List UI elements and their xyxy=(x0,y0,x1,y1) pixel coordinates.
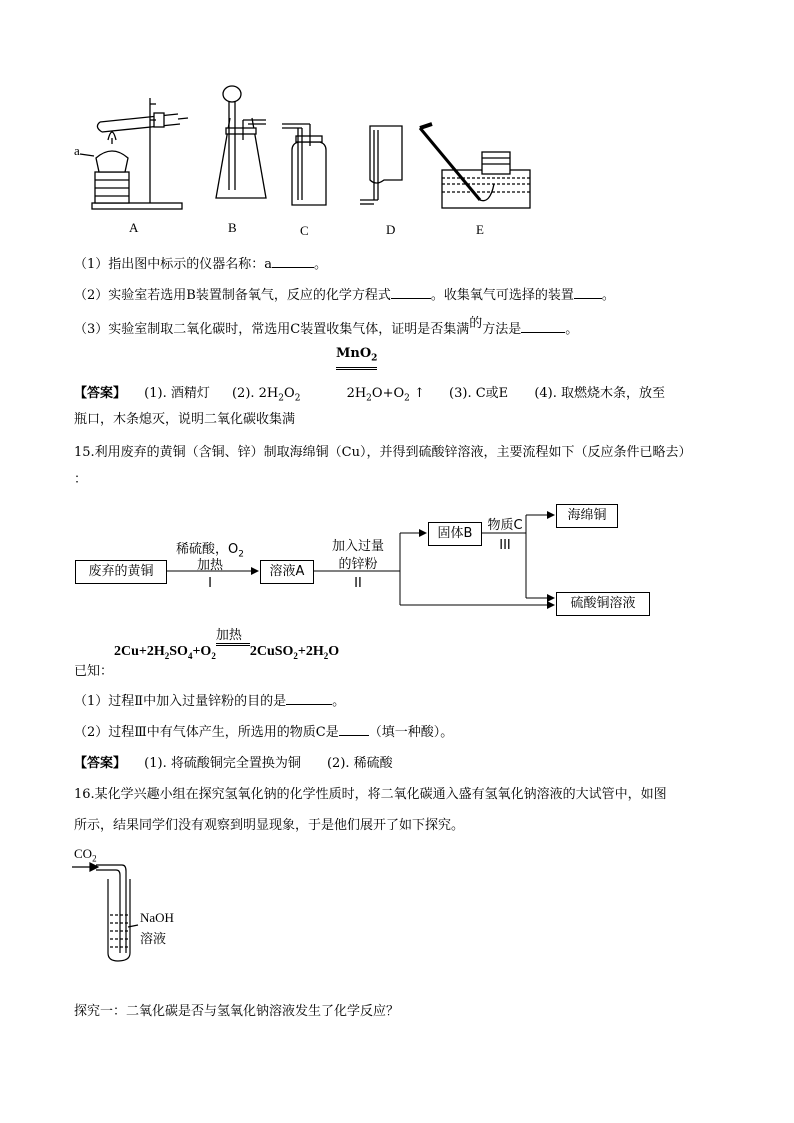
q15-part1: （1）过程Ⅱ中加入过量锌粉的目的是 。 xyxy=(74,694,346,709)
label-a-pointer: a xyxy=(74,143,80,158)
flow-box-brass: 废弃的黄铜 xyxy=(75,560,167,584)
known-label: 已知： xyxy=(74,664,114,679)
label-a: A xyxy=(129,220,139,235)
q15-stem: 15.利用废弃的黄铜（含铜、锌）制取海绵铜（Cu），并得到硫酸锌溶液，主要流程如下（反应条件已略去） xyxy=(74,445,692,460)
flow-step1-number: I xyxy=(208,576,212,591)
flow-step3-reagent: 物质C xyxy=(487,518,523,533)
flow-box-solution-a: 溶液A xyxy=(260,560,314,584)
naoh-solution-label: 溶液 xyxy=(140,932,167,947)
q14-part2: （2）实验室若选用B装置制备氧气，反应的化学方程式 。收集氧气可选择的装置 。 xyxy=(74,288,615,303)
co2-label: $CO_2$ xyxy=(74,846,97,864)
apparatus-d xyxy=(360,126,402,204)
q16-stem-line1: 16.某化学兴趣小组在探究氢氧化钠的化学性质时，将二氧化碳通入盛有氢氧化钠溶液的大试管中，如图 xyxy=(74,787,667,802)
apparatus-figure xyxy=(70,80,540,240)
answer-blank[interactable] xyxy=(391,286,431,299)
flow-step2-number: II xyxy=(354,576,362,591)
flow-step2-reagent-2: 的锌粉 xyxy=(338,557,378,572)
q16-stem-line2: 所示，结果同学们没有观察到明显现象，于是他们展开了如下探究。 xyxy=(74,818,465,833)
q15-answer: 【答案】 (1). 将硫酸铜完全置换为铜 (2). 稀硫酸 xyxy=(74,756,393,771)
apparatus-a xyxy=(80,98,188,209)
label-e: E xyxy=(476,222,484,237)
q15-part2: （2）过程Ⅲ中有气体产生，所选用的物质C是 （填一种酸）。 xyxy=(74,725,454,740)
answer-blank[interactable] xyxy=(339,723,369,736)
flow-step1-reagent: 稀硫酸，$O_2$ xyxy=(176,542,244,560)
q14-part1: （1）指出图中标示的仪器名称：a 。 xyxy=(74,257,328,272)
answer-blank[interactable] xyxy=(574,286,602,299)
q15-stem-colon: ： xyxy=(74,472,88,487)
flow-step3-number: III xyxy=(499,538,511,553)
flow-step2-reagent: 加入过量 xyxy=(331,539,384,554)
answer-blank[interactable] xyxy=(272,255,314,268)
known-equation: $2Cu+2H_2SO_4+O_2$ 加热 $2CuSO_2+2H_2O$ xyxy=(114,628,340,661)
answer-blank[interactable] xyxy=(521,320,565,333)
apparatus-e xyxy=(420,124,530,208)
q14-part3: （3）实验室制取二氧化碳时，常选用C装置收集气体，证明是否集满的方法是 。 xyxy=(74,316,579,337)
q14-answer-cont: 瓶口，木条熄灭，说明二氧化碳收集满 xyxy=(74,412,296,427)
flow-box-solid-b: 固体B xyxy=(428,522,482,546)
flow-box-sponge-copper: 海绵铜 xyxy=(556,504,618,528)
q16-explore-1: 探究一：二氧化碳是否与氢氧化钠溶液发生了化学反应？ xyxy=(74,1004,400,1019)
catalyst-label: MnO$_2$ xyxy=(336,346,377,370)
flow-box-copper-sulfate: 硫酸铜溶液 xyxy=(556,592,650,616)
apparatus-c xyxy=(282,124,326,205)
q14-answer: 【答案】 (1). 酒精灯 (2). $2H_2O_2$ $2H_2O+O_2$ ↑ (3). C或E (4). 取燃烧木条，放至 xyxy=(74,386,665,404)
flow-step1-condition: 加热 xyxy=(196,558,223,573)
label-d: D xyxy=(386,222,396,237)
apparatus-b xyxy=(216,86,266,198)
label-b: B xyxy=(228,220,237,235)
answer-blank[interactable] xyxy=(286,692,332,705)
label-c: C xyxy=(300,223,309,238)
naoh-label: NaOH xyxy=(140,910,174,925)
